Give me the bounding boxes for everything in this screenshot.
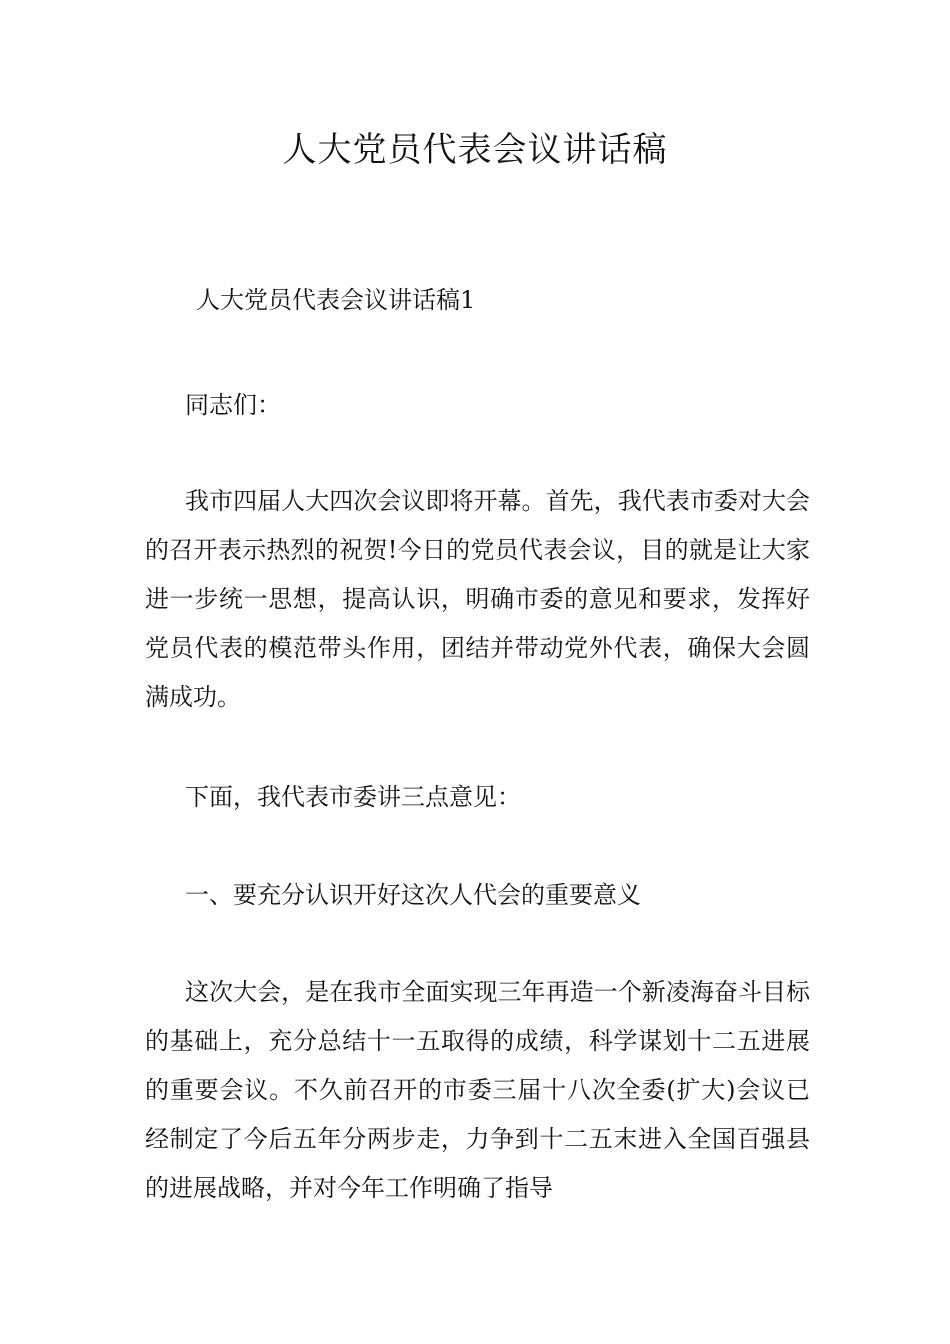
section-heading-1: 一、要充分认识开好这次人代会的重要意义 [185, 881, 641, 909]
body-paragraph: 这次大会，是在我市全面实现三年再造一个新凌海奋斗目标的基础上，充分总结十一五取得的成绩，科学谋划十二五进展的重要会议。不久前召开的市委三届十八次全委(扩大)会议已经制定了今后五年分两步走，力争到十二五末进入全国百强县的进展战略，并对今年工作明确了指导 [145, 978, 810, 1202]
document-title: 人大党员代表会议讲话稿 [282, 130, 668, 170]
document-subtitle: 人大党员代表会议讲话稿1 [196, 286, 476, 314]
intro-paragraph: 下面，我代表市委讲三点意见： [185, 783, 521, 811]
opening-paragraph: 我市四届人大四次会议即将开幕。首先，我代表市委对大会的召开表示热烈的祝贺!今日的党员代表会议，目的就是让大家进一步统一思想，提高认识，明确市委的意见和要求，发挥好党员代表的模范带头作用，团结并带动党外代表，确保大会圆满成功。 [145, 487, 810, 711]
salutation-paragraph: 同志们： [185, 391, 281, 419]
